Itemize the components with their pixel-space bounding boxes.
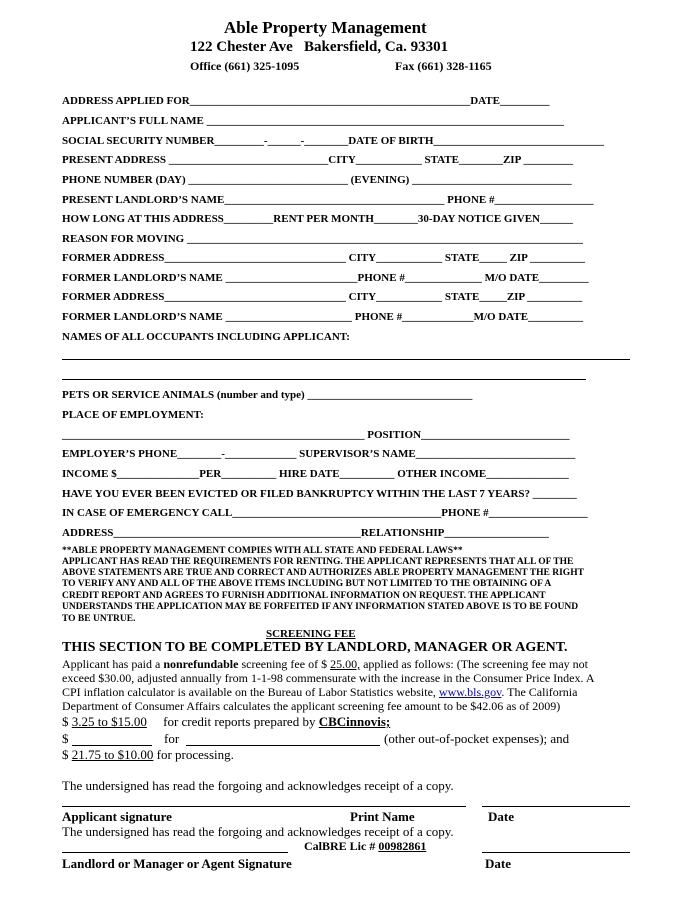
notice-line: UNDERSTANDS THE APPLICATION MAY BE FORFEITED IF ANY INFORMATION STATED ABOVE IS TO BE FOUND [62,602,579,612]
occupants-line-1[interactable] [62,359,630,360]
office-phone: Office (661) 325-1095 [190,59,300,73]
fee-paragraph-line-1: Applicant has paid a nonrefundable screening fee of $ 25.00, applied as follows: (The screening fee may not [62,657,589,671]
other-description-line[interactable] [186,745,380,746]
reason-field[interactable]: REASON FOR MOVING ________________________________________________________________________ [62,233,583,245]
screening-fee-heading: SCREENING FEE [266,628,356,640]
other-for-label: for [164,731,180,746]
relationship-field[interactable]: ADDRESS_____________________________________________RELATIONSHIP___________________ [62,527,549,539]
present-landlord-field[interactable]: PRESENT LANDLORD’S NAME________________________________________ PHONE #__________________ [62,194,594,206]
applicant-signature-label: Applicant signature [62,809,172,824]
address-applied-field[interactable]: ADDRESS APPLIED FOR___________________________________________________DATE_________ [62,95,550,107]
employment-label: PLACE OF EMPLOYMENT: [62,409,204,421]
date-label-2: Date [485,856,511,871]
notice-line: CREDIT REPORT AND AGREES TO FURNISH ADDITIONAL INFORMATION ON REQUEST. THE APPLICANT [62,591,546,601]
notice-line: APPLICANT HAS READ THE REQUIREMENTS FOR RENTING. THE APPLICANT REPRESENTS THAT ALL OF THE [62,557,574,567]
landlord-signature-line[interactable] [62,852,288,853]
other-expenses-text: (other out-of-pocket expenses); and [384,731,570,746]
occupants-line-2[interactable] [62,379,586,380]
credit-report-line: $ 3.25 to $15.00 for credit reports prepared by CBCinnovis; [62,714,391,729]
date-label-1: Date [488,809,514,824]
print-name-label: Print Name [350,809,415,824]
former-landlord-1-field[interactable]: FORMER LANDLORD’S NAME ________________________PHONE #______________ M/O DATE_________ [62,272,589,284]
processing-line: $ 21.75 to $10.00 for processing. [62,747,234,762]
income-field[interactable]: INCOME $_______________PER__________ HIRE DATE__________ OTHER INCOME_______________ [62,468,569,480]
how-long-field[interactable]: HOW LONG AT THIS ADDRESS_________RENT PER MONTH________30-DAY NOTICE GIVEN______ [62,213,573,225]
landlord-signature-label: Landlord or Manager or Agent Signature [62,856,292,871]
landlord-date-line[interactable] [482,852,630,853]
notice-line: ABOVE STATEMENTS ARE TRUE AND CORRECT AND AUTHORIZES ABLE PROPERTY MANAGEMENT THE RIGHT [62,568,584,578]
former-address-2-field[interactable]: FORMER ADDRESS_________________________________ CITY____________ STATE_____ZIP __________ [62,291,583,303]
calbre-license: CalBRE Lic # 00982861 [304,839,427,853]
former-address-1-field[interactable]: FORMER ADDRESS_________________________________ CITY____________ STATE_____ ZIP __________ [62,252,586,264]
fee-paragraph-line-4: Department of Consumer Affairs calculates the applicant screening fee amount to be $42.06 as of 2009) [62,699,561,713]
fee-paragraph-line-2: exceed $30.00, adjusted annually from 1-1-98 commensurate with the increase in the Consumer Price Index. A [62,671,595,685]
acknowledgement-1: The undersigned has read the forgoing and acknowledges receipt of a copy. [62,778,454,793]
notice-line: **ABLE PROPERTY MANAGEMENT COMPIES WITH ALL STATE AND FEDERAL LAWS** [62,546,463,556]
applicant-date-line[interactable] [482,806,630,807]
notice-line: TO BE UNTRUE. [62,614,136,624]
section-title: THIS SECTION TO BE COMPLETED BY LANDLORD, MANAGER OR AGENT. [62,640,568,655]
notice-line: TO VERIFY ANY AND ALL OF THE ABOVE ITEMS INCLUDING BUT NOT LIMITED TO THE OBTAINING OF A [62,579,552,589]
position-field[interactable]: _______________________________________________________ POSITION___________________________ [62,429,570,441]
occupants-label: NAMES OF ALL OCCUPANTS INCLUDING APPLICANT: [62,331,350,343]
other-amount-line[interactable] [72,745,152,746]
other-expenses-dollar: $ [62,731,69,746]
ssn-dob-field[interactable]: SOCIAL SECURITY NUMBER_________-______-________DATE OF BIRTH_______________________________ [62,135,604,147]
emergency-field[interactable]: IN CASE OF EMERGENCY CALL______________________________________PHONE #__________________ [62,507,588,519]
acknowledgement-2: The undersigned has read the forgoing and acknowledges receipt of a copy. [62,824,454,839]
full-name-field[interactable]: APPLICANT’S FULL NAME _________________________________________________________________ [62,115,565,127]
employer-phone-field[interactable]: EMPLOYER’S PHONE________-_____________ SUPERVISOR’S NAME_____________________________ [62,448,576,460]
applicant-signature-line[interactable] [62,806,466,807]
evicted-field[interactable]: HAVE YOU EVER BEEN EVICTED OR FILED BANKRUPTCY WITHIN THE LAST 7 YEARS? ________ [62,488,577,500]
fee-paragraph-line-3: CPI inflation calculator is available on the Bureau of Labor Statistics website, www.bls.gov. The California [62,685,578,699]
company-address: 122 Chester Ave Bakersfield, Ca. 93301 [190,39,449,55]
bls-link[interactable]: www.bls.gov [438,685,502,699]
present-address-field[interactable]: PRESENT ADDRESS _____________________________CITY____________ STATE________ZIP _________ [62,154,573,166]
fax-number: Fax (661) 328-1165 [395,59,492,73]
phone-field[interactable]: PHONE NUMBER (DAY) _____________________________ (EVENING) _____________________________ [62,174,572,186]
company-name: Able Property Management [224,18,427,37]
former-landlord-2-field[interactable]: FORMER LANDLORD’S NAME _______________________ PHONE #_____________M/O DATE__________ [62,311,584,323]
pets-field[interactable]: PETS OR SERVICE ANIMALS (number and type) ______________________________ [62,389,473,401]
